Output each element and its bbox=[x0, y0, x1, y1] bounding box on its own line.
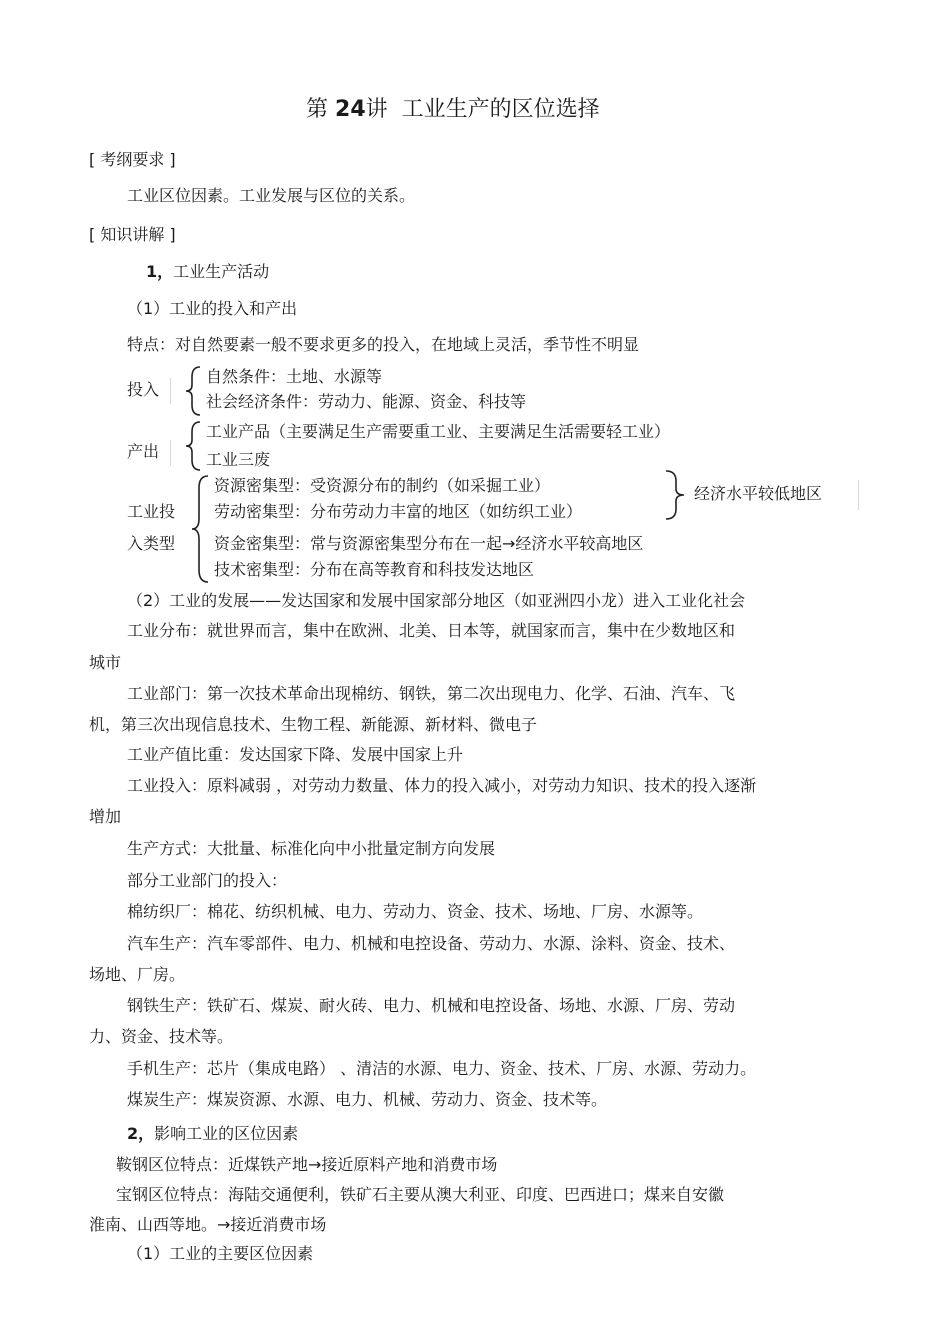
section-1-title: 工业生产活动 bbox=[173, 262, 270, 281]
input-item: 自然条件：土地、水源等 bbox=[206, 367, 383, 386]
input-brace bbox=[184, 365, 202, 417]
low-region-label: 经济水平较低地区 bbox=[694, 484, 823, 503]
coal-line: 煤炭生产：煤炭资源、水源、电力、机械、劳动力、资金、技术等。 bbox=[127, 1090, 608, 1109]
output-brace bbox=[184, 420, 202, 472]
subsection-2-title: （2）工业的发展——发达国家和发展中国家部分地区（如亚洲四小龙）进入工业化社会 bbox=[127, 591, 746, 610]
section-2-title: 影响工业的区位因素 bbox=[154, 1124, 299, 1143]
type-label-line-1: 工业投 bbox=[127, 502, 176, 521]
distribution-line-2: 城市 bbox=[89, 653, 122, 672]
auto-line-2: 场地、厂房。 bbox=[89, 965, 186, 984]
low-region-brace bbox=[664, 469, 688, 521]
ratio-line: 工业产值比重：发达国家下降、发展中国家上升 bbox=[127, 745, 464, 764]
exam-requirement-text: 工业区位因素。工业发展与区位的关系。 bbox=[127, 186, 416, 205]
title-main: 工业生产的区位选择 bbox=[401, 97, 600, 122]
type-label-line-2: 入类型 bbox=[127, 534, 176, 553]
sectors-line-1: 工业部门：第一次技术革命出现棉纺、钢铁，第二次出现电力、化学、石油、汽车、飞 bbox=[127, 684, 736, 703]
partial-sectors-heading: 部分工业部门的投入： bbox=[127, 871, 288, 890]
auto-line-1: 汽车生产：汽车零部件、电力、机械和电控设备、劳动力、水源、涂料、资金、技术、 bbox=[127, 934, 736, 953]
distribution-line-1: 工业分布：就世界而言，集中在欧洲、北美、日本等，就国家而言，集中在少数地区和 bbox=[127, 621, 736, 640]
phone-line: 手机生产：芯片（集成电路） 、清洁的水源、电力、资金、技术、厂房、水源、劳动力。 bbox=[127, 1059, 757, 1078]
section-2-number: 2， bbox=[127, 1124, 155, 1143]
type-item: 资源密集型：受资源分布的制约（如采掘工业） bbox=[214, 476, 551, 495]
steel-line-1: 钢铁生产：铁矿石、煤炭、耐火砖、电力、机械和电控设备、场地、水源、厂房、劳动 bbox=[127, 996, 736, 1015]
sectors-line-2: 机，第三次出现信息技术、生物工程、新能源、新材料、微电子 bbox=[89, 715, 538, 734]
angang-line: 鞍钢区位特点：近煤铁产地→接近原料产地和消费市场 bbox=[116, 1155, 498, 1174]
cotton-mill-line: 棉纺织厂：棉花、纺织机械、电力、劳动力、资金、技术、场地、厂房、水源等。 bbox=[127, 902, 704, 921]
section-1-number: 1， bbox=[146, 262, 174, 281]
output-label: 产出 bbox=[127, 442, 160, 461]
divider bbox=[170, 378, 171, 404]
section-1-heading bbox=[146, 262, 269, 282]
title-number: 24 bbox=[335, 97, 366, 122]
title-suffix: 讲 bbox=[365, 97, 388, 122]
section-2-sub-1: （1）工业的主要区位因素 bbox=[127, 1244, 314, 1263]
page-title bbox=[306, 96, 600, 124]
subsection-1-title: （1）工业的投入和产出 bbox=[127, 299, 298, 318]
baogang-line-1: 宝钢区位特点：海陆交通便利，铁矿石主要从澳大利亚、印度、巴西进口；煤来自安徽 bbox=[116, 1185, 725, 1204]
input-item: 社会经济条件：劳动力、能源、资金、科技等 bbox=[206, 392, 527, 411]
feature-text: 特点：对自然要素一般不要求更多的投入，在地域上灵活，季节性不明显 bbox=[127, 335, 640, 354]
type-brace bbox=[190, 474, 210, 584]
type-item: 资金密集型：常与资源密集型分布在一起→经济水平较高地区 bbox=[214, 534, 644, 553]
exam-requirement-label: [ 考纲要求 ] bbox=[89, 150, 176, 169]
steel-line-2: 力、资金、技术等。 bbox=[89, 1027, 234, 1046]
output-item: 工业三废 bbox=[206, 450, 271, 469]
industry-input-line-2: 增加 bbox=[89, 807, 122, 826]
output-item: 工业产品（主要满足生产需要重工业、主要满足生活需要轻工业） bbox=[206, 422, 671, 441]
section-2-heading bbox=[127, 1124, 298, 1144]
input-label: 投入 bbox=[127, 380, 160, 399]
type-item: 劳动密集型：分布劳动力丰富的地区（如纺织工业） bbox=[214, 502, 583, 521]
knowledge-label: [ 知识讲解 ] bbox=[89, 225, 176, 244]
type-item: 技术密集型：分布在高等教育和科技发达地区 bbox=[214, 560, 535, 579]
divider bbox=[170, 440, 171, 466]
baogang-line-2: 淮南、山西等地。→接近消费市场 bbox=[89, 1215, 327, 1234]
title-prefix: 第 bbox=[306, 97, 329, 122]
divider bbox=[858, 480, 859, 510]
industry-input-line-1: 工业投入：原料减弱 ，对劳动力数量、体力的投入减小，对劳动力知识、技术的投入逐渐 bbox=[127, 776, 757, 795]
production-mode-line: 生产方式：大批量、标准化向中小批量定制方向发展 bbox=[127, 839, 496, 858]
